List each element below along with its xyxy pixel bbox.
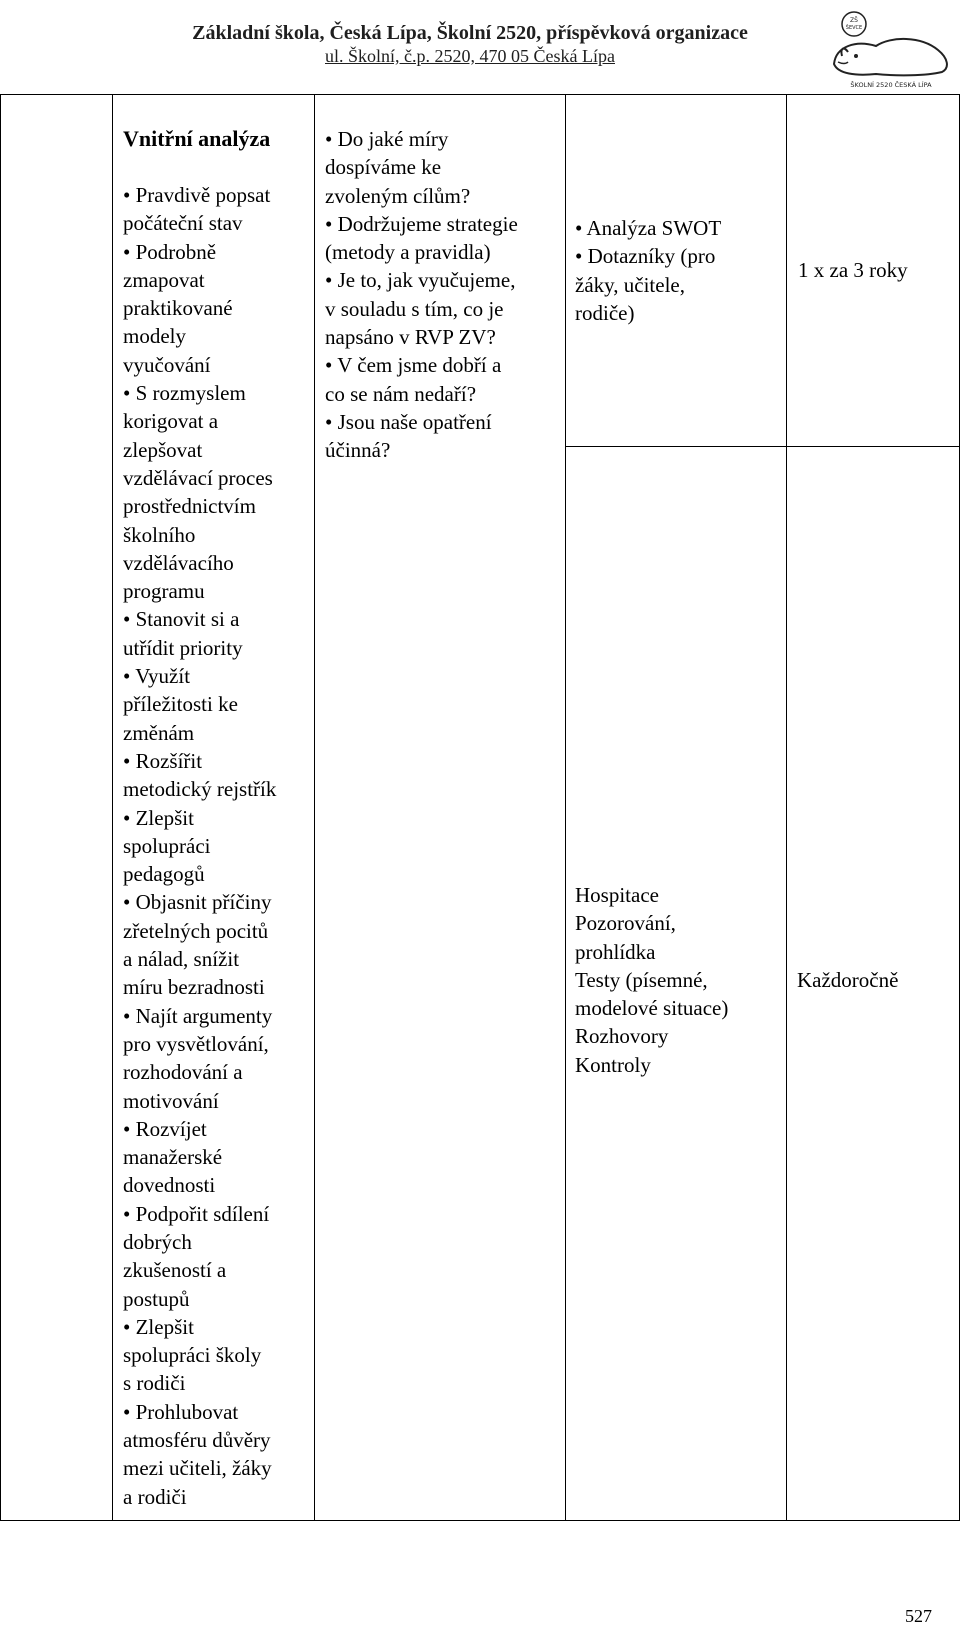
svg-text:ŠEVCE: ŠEVCE bbox=[845, 25, 863, 31]
school-address: ul. Školní, č.p. 2520, 470 05 Česká Lípa bbox=[325, 46, 615, 66]
questions-list: • Do jaké míry dospíváme ke zvoleným cílům? • Dodržujeme strategie (metody a pravidla) • Je to, jak vyučujeme, v souladu s tím, co je napsáno v RVP ZV? • V čem jsme dobří a co se nám nedaří? • Jsou naše opatření účinná? bbox=[325, 127, 518, 463]
goals-list: • Pravdivě popsat počáteční stav • Podrobně zmapovat praktikované modely vyučování • S rozmyslem korigovat a zlepšovat vzdělávací proces prostřednictvím školního vzdělávacího programu • Stanovit si a utřídit priority • Využít příležitosti ke změnám • Rozšířit metodický rejstřík • Zlepšit spolupráci pedagogů • Objasnit příčiny zřetelných pocitů a nálad, snížit míru bezradnosti • Najít argumenty pro vysvětlování, rozhodování a motivování • Rozvíjet manažerské dovednosti • Podpořit sdílení dobrých zkušeností a postupů • Zlepšit spolupráci školy s rodiči • Prohlubovat atmosféru důvěry mezi učiteli, žáky a rodiči bbox=[123, 183, 277, 1509]
frequency-monitoring: Každoročně bbox=[797, 968, 899, 992]
frequency-analysis: 1 x za 3 roky bbox=[798, 258, 908, 282]
svg-text:ŠKOLNÍ 2520 ČESKÁ LÍPA: ŠKOLNÍ 2520 ČESKÁ LÍPA bbox=[850, 81, 932, 89]
section-heading: Vnitřní analýza bbox=[123, 126, 271, 151]
page-number: 527 bbox=[905, 1606, 932, 1626]
table-cell-col1 bbox=[0, 94, 113, 1521]
methods-list-analysis: • Analýza SWOT • Dotazníky (pro žáky, učitele, rodiče) bbox=[575, 216, 722, 325]
school-logo bbox=[826, 6, 956, 92]
school-name: Základní škola, Česká Lípa, Školní 2520, příspěvková organizace bbox=[192, 22, 748, 44]
methods-list-monitoring: Hospitace Pozorování, prohlídka Testy (písemné, modelové situace) Rozhovory Kontroly bbox=[575, 883, 729, 1077]
svg-text:ZŠ: ZŠ bbox=[850, 17, 858, 24]
